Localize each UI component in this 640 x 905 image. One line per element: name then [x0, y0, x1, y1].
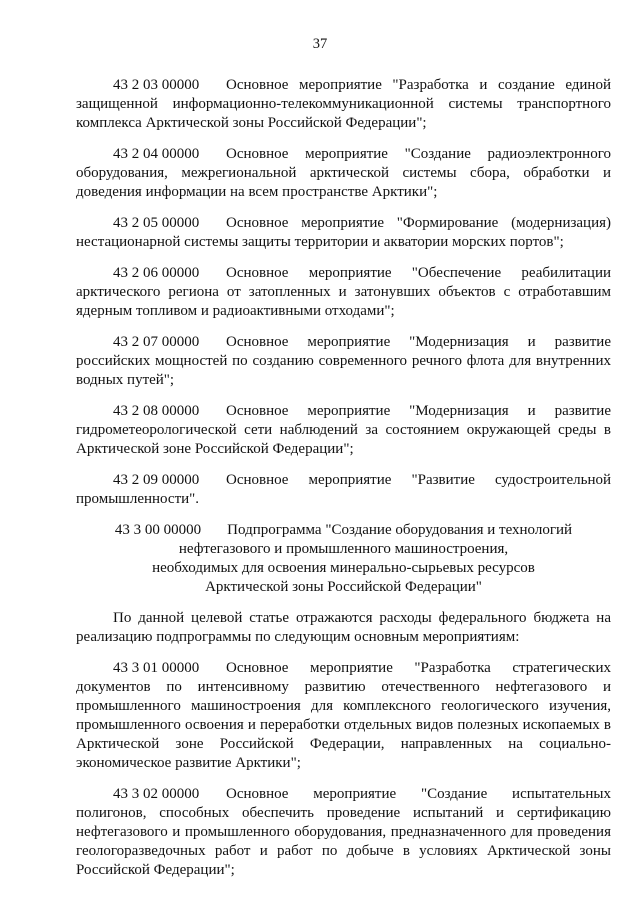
budget-code: 43 2 08 00000 — [113, 403, 200, 419]
budget-item-text: Основное мероприятие "Формирование (модернизация) нестационарной системы защиты территории и акватории морских портов"; — [76, 215, 611, 250]
budget-item — [76, 785, 611, 880]
budget-code: 43 2 09 00000 — [113, 472, 200, 488]
budget-item-text: Основное мероприятие "Развитие судостроительной промышленности". — [76, 472, 611, 507]
document-body — [76, 76, 611, 892]
budget-code: 43 2 04 00000 — [113, 146, 200, 162]
budget-item-text: Основное мероприятие "Создание радиоэлектронного оборудования, межрегиональной арктической системы сбора, обработки и доведения информации на всем пространстве Арктики"; — [76, 146, 611, 200]
budget-item — [76, 76, 611, 133]
budget-item-text: Основное мероприятие "Модернизация и развитие гидрометеорологической сети наблюдений за состоянием окружающей среды в Арктической зоне Российской Федерации"; — [76, 403, 611, 457]
budget-code: 43 2 05 00000 — [113, 215, 200, 231]
budget-item — [76, 333, 611, 390]
budget-code: 43 3 01 00000 — [113, 660, 200, 676]
page-number: 37 — [312, 36, 328, 52]
budget-item — [76, 402, 611, 459]
subprogram-lead-text: По данной целевой статье отражаются расходы федерального бюджета на реализацию подпрограммы по следующим основным мероприятиям: — [76, 610, 611, 645]
budget-code: 43 2 06 00000 — [113, 265, 200, 281]
budget-code: 43 3 02 00000 — [113, 786, 200, 802]
subprogram-title-line3: необходимых для освоения минерально-сырьевых ресурсов — [152, 560, 535, 576]
subprogram-heading — [76, 521, 611, 597]
budget-item-text: Основное мероприятие "Обеспечение реабилитации арктического региона от затопленных и затонувших объектов с отработавшим ядерным топливом и радиоактивными отходами"; — [76, 265, 611, 319]
budget-item — [76, 471, 611, 509]
subprogram-title-line1: Подпрограмма "Создание оборудования и технологий — [227, 522, 573, 538]
budget-item — [76, 659, 611, 773]
budget-item-text: Основное мероприятие "Разработка и создание единой защищенной информационно-телекоммуникационной системы транспортного комплекса Арктической зоны Российской Федерации"; — [76, 77, 611, 131]
budget-code: 43 2 03 00000 — [113, 77, 200, 93]
budget-item — [76, 264, 611, 321]
budget-code: 43 2 07 00000 — [113, 334, 200, 350]
budget-item-text: Основное мероприятие "Модернизация и развитие российских мощностей по созданию современного речного флота для внутренних водных путей"; — [76, 334, 611, 388]
budget-item — [76, 214, 611, 252]
subprogram-code: 43 3 00 00000 — [114, 522, 202, 538]
budget-item — [76, 145, 611, 202]
budget-item-text: Основное мероприятие "Разработка стратегических документов по интенсивному развитию отечественного нефтегазового и промышленного машиностроения для комплексного геологического изучения, промышленного освоения и переработки отдельных видов полезных ископаемых в Арктической зоне Российской Федерации, направленных на социально-экономическое развитие Арктики"; — [76, 660, 611, 771]
budget-item-text: Основное мероприятие "Создание испытательных полигонов, способных обеспечить проведение испытаний и сертификацию нефтегазового и промышленного оборудования, предназначенного для проведения геологоразведочных работ и работ по добыче в условиях Арктической зоны Российской Федерации"; — [76, 786, 611, 878]
subprogram-title-line4: Арктической зоны Российской Федерации" — [205, 579, 482, 595]
subprogram-title-line2: нефтегазового и промышленного машиностроения, — [178, 541, 509, 557]
subprogram-first-line — [76, 521, 611, 540]
